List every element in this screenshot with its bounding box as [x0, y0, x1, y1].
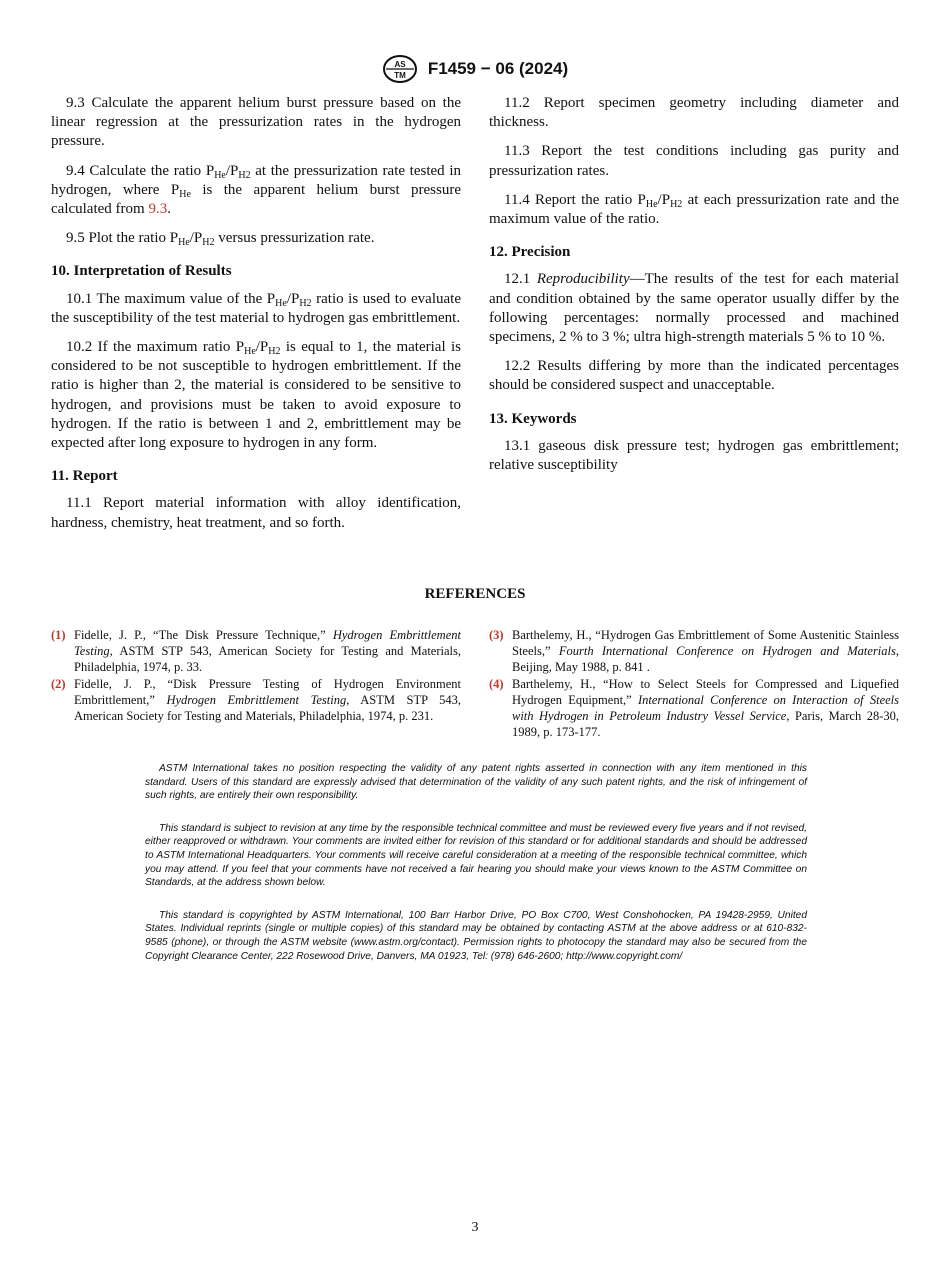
- reference-item: [51, 627, 461, 676]
- para-13-1: 13.1 gaseous disk pressure test; hydrogen gas embrittlement; relative susceptibility: [489, 437, 899, 474]
- references-right-column: [489, 627, 899, 740]
- right-column: [489, 94, 899, 485]
- para-12-2: 12.2 Results differing by more than the indicated percentages should be considered suspect and unacceptable.: [489, 358, 899, 394]
- reference-number[interactable]: (2): [51, 676, 66, 691]
- reference-text: Barthelemy, H., “Hydrogen Gas Embrittlement of Some Austenitic Stainless Steels,” Fourth International Conference on Hydrogen and Materials, Beijing, May 1988, p. 841 .: [512, 628, 899, 675]
- para-9-3: 9.3 Calculate the apparent helium burst pressure based on the linear regression at the pressurization rates in the hydrogen pressure.: [51, 95, 461, 150]
- page-number: 3: [471, 1220, 479, 1235]
- legal-notices: [145, 762, 807, 982]
- para-11-4: 11.4 Report the ratio $P_{He}/P_{H2}$ at each pressurization rate and the maximum value of the ratio.: [489, 191, 899, 228]
- reference-number[interactable]: (1): [51, 628, 66, 642]
- para-11-2: 11.2 Report specimen geometry including diameter and thickness.: [489, 95, 899, 131]
- para-10-1: 10.1 The maximum value of the $P_{He}/P_{H2}$ ratio is used to evaluate the susceptibility of the test material to hydrogen gas embrittlement.: [51, 290, 461, 326]
- page-header: [0, 54, 950, 84]
- reference-text: Fidelle, J. P., “Disk Pressure Testing of Hydrogen Environment Embrittlement,” Hydrogen Embrittlement Testing, ASTM STP 543, American Society for Testing and Materials, Philadelphia, 1974, p. 231.: [74, 676, 461, 724]
- references-left-column: [51, 627, 461, 724]
- section-11-heading: 11. Report: [51, 468, 118, 485]
- svg-text:AS: AS: [394, 60, 406, 69]
- reference-number[interactable]: (4): [489, 676, 504, 691]
- section-13-heading: 13. Keywords: [489, 410, 577, 427]
- reference-item: [51, 676, 461, 725]
- para-9-5: 9.5 Plot the ratio $P_{He}/P_{H2}$ versus pressurization rate.: [66, 230, 375, 249]
- para-9-4: 9.4 Calculate the ratio $P_{He}/P_{H2}$ at the pressurization rate tested in hydrogen, where $P_{He}$ is the apparent helium burst pressure calculated from 9.3.: [51, 162, 462, 218]
- references-title: REFERENCES: [424, 586, 526, 602]
- xref-9-3-link[interactable]: 9.3: [148, 201, 168, 218]
- reference-item: [489, 627, 899, 676]
- section-10-heading: 10. Interpretation of Results: [51, 263, 232, 280]
- para-11-1: 11.1 Report material information with alloy identification, hardness, chemistry, heat treatment, and so forth.: [51, 495, 461, 531]
- standard-designation: F1459 − 06 (2024): [427, 59, 569, 78]
- astm-logo-icon: [382, 54, 418, 84]
- para-11-3: 11.3 Report the test conditions including gas purity and pressurization rates.: [489, 143, 899, 179]
- copyright-notice: This standard is copyrighted by ASTM International, 100 Barr Harbor Drive, PO Box C700, West Conshohocken, PA 19428-2959, United States. Individual reprints (single or multiple copies) of this standard may be obtained by contacting ASTM at the above address or at 610-832-9585 (phone), or through the ASTM website (www.astm.org/contact). Permission rights to photocopy the standard may also be secured from the Copyright Clearance Center, 222 Rosewood Drive, Danvers, MA 01923, Tel: (978) 646-2600; http://www.copyright.com/: [145, 909, 807, 962]
- section-12-heading: 12. Precision: [489, 244, 571, 261]
- patent-notice: ASTM International takes no position respecting the validity of any patent rights asserted in connection with any item mentioned in this standard. Users of this standard are expressly advised that determination of the validity of any such patent rights, and the risk of infringement of such rights, are entirely their own responsibility.: [145, 763, 807, 802]
- reference-text: Fidelle, J. P., “The Disk Pressure Technique,” Hydrogen Embrittlement Testing, ASTM STP 543, American Society for Testing and Materials, Philadelphia, 1974, p. 33.: [74, 628, 461, 675]
- reference-item: [489, 676, 899, 741]
- para-10-2: 10.2 If the maximum ratio $P_{He}/P_{H2}$ is equal to 1, the material is considered to be not susceptible to hydrogen embrittlement. If the ratio is higher than 2, the material is considered to be sensitive to hydrogen, and provisions must be taken to avoid exposure to hydrogen. If the ratio is between 1 and 2, embrittlement may be expected after long exposure to hydrogen in any form.: [51, 339, 461, 452]
- revision-notice: This standard is subject to revision at any time by the responsible technical committee and must be reviewed every five years and if not revised, either reapproved or withdrawn. Your comments are invited either for revision of this standard or for additional standards and should be addressed to ASTM International Headquarters. Your comments will receive careful consideration at a meeting of the responsible technical committee, which you may attend. If you feel that your comments have not received a fair hearing you should make your views known to the ASTM Committee on Standards, at the address shown below.: [145, 822, 807, 889]
- para-12-1: 12.1 Reproducibility—The results of the test for each material and condition obtained by the same operator usually differ by the following percentages: normally processed and machined specimens, 2 % to 3 %; ultra high-strength materials 5 % to 10 %.: [489, 271, 899, 346]
- left-column: [51, 94, 461, 543]
- reference-number[interactable]: (3): [489, 628, 504, 642]
- reference-text: Barthelemy, H., “How to Select Steels for Compressed and Liquefied Hydrogen Equipment,” International Conference on Interaction of Steels with Hydrogen in Petroleum Industry Vessel Service, Paris, March 28-30, 1989, p. 173-177.: [512, 676, 900, 740]
- svg-text:TM: TM: [394, 71, 406, 80]
